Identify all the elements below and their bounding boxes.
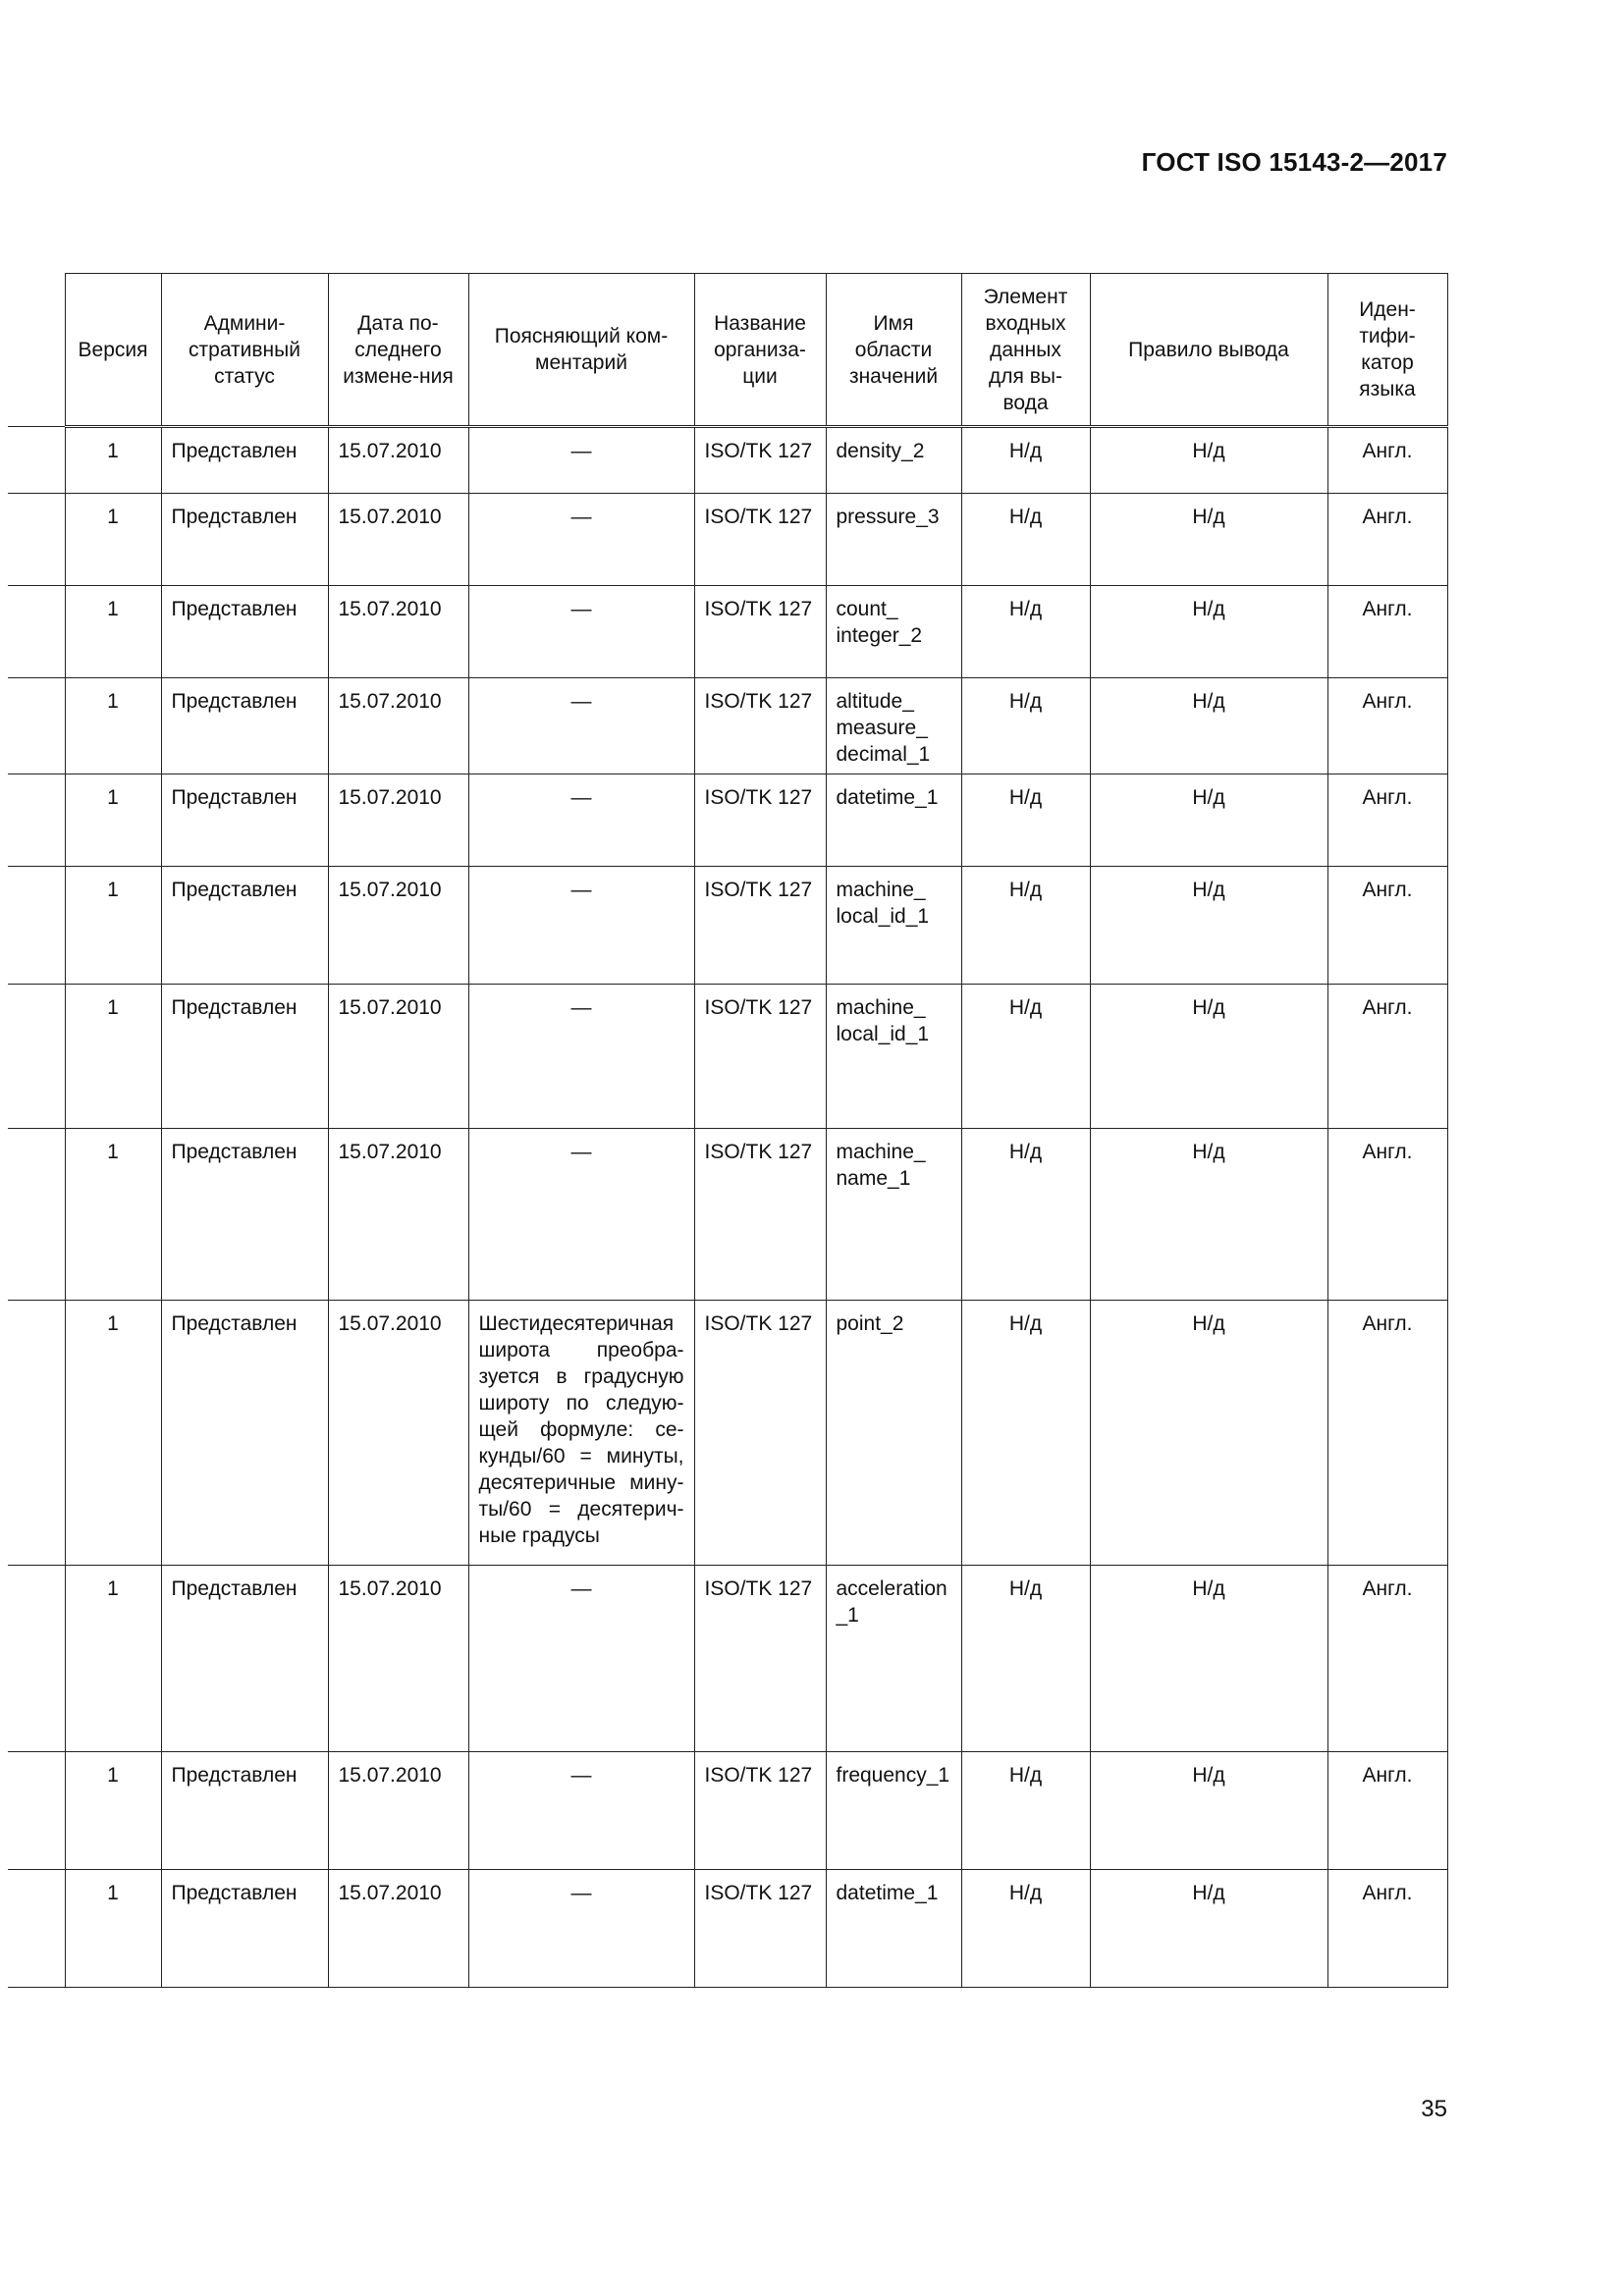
cell-language-id: Англ. <box>1327 1566 1447 1752</box>
cell-version: 1 <box>65 586 161 678</box>
cell-version: 1 <box>65 985 161 1129</box>
cell-organization: ISO/TK 127 <box>694 586 826 678</box>
cell-language-id: Англ. <box>1327 774 1447 867</box>
cell-comment: — <box>468 1752 694 1870</box>
cell-language-id: Англ. <box>1327 427 1447 494</box>
cell-comment: — <box>468 678 694 774</box>
row-spacer <box>8 1301 65 1566</box>
header-value-domain: Имя области значений <box>826 274 961 427</box>
cell-organization: ISO/TK 127 <box>694 427 826 494</box>
standard-code: ГОСТ ISO 15143-2—2017 <box>1141 147 1447 177</box>
cell-version: 1 <box>65 1752 161 1870</box>
cell-last-change-date: 15.07.2010 <box>328 586 468 678</box>
cell-admin-status: Представлен <box>161 985 328 1129</box>
cell-admin-status: Представлен <box>161 774 328 867</box>
cell-derivation-rule: Н/д <box>1090 678 1327 774</box>
table-row <box>8 1301 1447 1566</box>
cell-last-change-date: 15.07.2010 <box>328 1566 468 1752</box>
cell-derivation-input: Н/д <box>961 1129 1090 1301</box>
cell-admin-status: Представлен <box>161 1752 328 1870</box>
cell-value-domain: acceleration _1 <box>826 1566 961 1752</box>
cell-derivation-input: Н/д <box>961 867 1090 985</box>
cell-value-domain: datetime_1 <box>826 774 961 867</box>
cell-comment: — <box>468 427 694 494</box>
cell-organization: ISO/TK 127 <box>694 678 826 774</box>
cell-derivation-input: Н/д <box>961 1566 1090 1752</box>
cell-version: 1 <box>65 1566 161 1752</box>
cell-derivation-rule: Н/д <box>1090 774 1327 867</box>
cell-derivation-rule: Н/д <box>1090 494 1327 586</box>
cell-language-id: Англ. <box>1327 867 1447 985</box>
cell-derivation-rule: Н/д <box>1090 427 1327 494</box>
header-version: Версия <box>65 274 161 427</box>
cell-derivation-rule: Н/д <box>1090 985 1327 1129</box>
cell-version: 1 <box>65 1129 161 1301</box>
cell-comment: — <box>468 586 694 678</box>
cell-last-change-date: 15.07.2010 <box>328 1129 468 1301</box>
cell-admin-status: Представлен <box>161 1301 328 1566</box>
cell-derivation-input: Н/д <box>961 427 1090 494</box>
cell-language-id: Англ. <box>1327 678 1447 774</box>
table-row <box>8 1870 1447 1988</box>
table-row <box>8 1566 1447 1752</box>
header-organization: Название организа-ции <box>694 274 826 427</box>
row-spacer <box>8 1566 65 1752</box>
cell-last-change-date: 15.07.2010 <box>328 985 468 1129</box>
cell-value-domain: altitude_ measure_ decimal_1 <box>826 678 961 774</box>
cell-derivation-rule: Н/д <box>1090 1566 1327 1752</box>
cell-version: 1 <box>65 774 161 867</box>
cell-admin-status: Представлен <box>161 678 328 774</box>
table-header-row <box>8 274 1447 427</box>
cell-version: 1 <box>65 1301 161 1566</box>
table-row <box>8 494 1447 586</box>
cell-last-change-date: 15.07.2010 <box>328 678 468 774</box>
cell-derivation-input: Н/д <box>961 1301 1090 1566</box>
cell-language-id: Англ. <box>1327 586 1447 678</box>
table-body <box>8 427 1447 1988</box>
row-spacer <box>8 774 65 867</box>
table-row <box>8 586 1447 678</box>
cell-organization: ISO/TK 127 <box>694 985 826 1129</box>
cell-admin-status: Представлен <box>161 1566 328 1752</box>
cell-comment: Шестидесятеричная широта преобра-зуется в градусную широту по следую-щей формуле: се-кунды/60 = минуты, десятеричные мину-ты/60 = десятерич-ные градусы <box>468 1301 694 1566</box>
cell-value-domain: pressure_3 <box>826 494 961 586</box>
cell-derivation-rule: Н/д <box>1090 1870 1327 1988</box>
cell-comment: — <box>468 1566 694 1752</box>
row-spacer <box>8 867 65 985</box>
table-row <box>8 1129 1447 1301</box>
cell-language-id: Англ. <box>1327 1129 1447 1301</box>
cell-admin-status: Представлен <box>161 586 328 678</box>
cell-last-change-date: 15.07.2010 <box>328 774 468 867</box>
cell-version: 1 <box>65 494 161 586</box>
cell-admin-status: Представлен <box>161 1870 328 1988</box>
table-row <box>8 985 1447 1129</box>
cell-language-id: Англ. <box>1327 1301 1447 1566</box>
row-spacer <box>8 1752 65 1870</box>
cell-value-domain: frequency_1 <box>826 1752 961 1870</box>
cell-language-id: Англ. <box>1327 1870 1447 1988</box>
table-row <box>8 867 1447 985</box>
cell-comment: — <box>468 494 694 586</box>
cell-value-domain: machine_ local_id_1 <box>826 867 961 985</box>
header-last-change-date: Дата по-следнего измене-ния <box>328 274 468 427</box>
header-derivation-input: Элемент входных данных для вы-вода <box>961 274 1090 427</box>
cell-admin-status: Представлен <box>161 1129 328 1301</box>
cell-last-change-date: 15.07.2010 <box>328 867 468 985</box>
cell-derivation-rule: Н/д <box>1090 1752 1327 1870</box>
cell-language-id: Англ. <box>1327 985 1447 1129</box>
cell-last-change-date: 15.07.2010 <box>328 1870 468 1988</box>
cell-comment: — <box>468 1129 694 1301</box>
cell-language-id: Англ. <box>1327 494 1447 586</box>
header-comment: Поясняющий ком-ментарий <box>468 274 694 427</box>
data-element-table <box>8 273 1448 1988</box>
page-number: 35 <box>1421 2096 1447 2122</box>
row-spacer <box>8 678 65 774</box>
cell-version: 1 <box>65 678 161 774</box>
cell-last-change-date: 15.07.2010 <box>328 427 468 494</box>
table-row <box>8 427 1447 494</box>
cell-language-id: Англ. <box>1327 1752 1447 1870</box>
cell-organization: ISO/TK 127 <box>694 867 826 985</box>
row-spacer <box>8 1870 65 1988</box>
cell-organization: ISO/TK 127 <box>694 1566 826 1752</box>
cell-version: 1 <box>65 867 161 985</box>
cell-admin-status: Представлен <box>161 427 328 494</box>
cell-admin-status: Представлен <box>161 494 328 586</box>
table-row <box>8 1752 1447 1870</box>
row-spacer <box>8 494 65 586</box>
cell-value-domain: count_ integer_2 <box>826 586 961 678</box>
cell-value-domain: machine_ local_id_1 <box>826 985 961 1129</box>
cell-value-domain: machine_ name_1 <box>826 1129 961 1301</box>
cell-version: 1 <box>65 1870 161 1988</box>
cell-version: 1 <box>65 427 161 494</box>
cell-derivation-rule: Н/д <box>1090 586 1327 678</box>
cell-derivation-input: Н/д <box>961 494 1090 586</box>
cell-derivation-input: Н/д <box>961 1870 1090 1988</box>
cell-last-change-date: 15.07.2010 <box>328 1301 468 1566</box>
cell-organization: ISO/TK 127 <box>694 1752 826 1870</box>
row-spacer <box>8 427 65 494</box>
spacer-header <box>8 274 65 427</box>
cell-value-domain: point_2 <box>826 1301 961 1566</box>
cell-last-change-date: 15.07.2010 <box>328 1752 468 1870</box>
header-admin-status: Админи-стративный статус <box>161 274 328 427</box>
header-language-id: Иден-тифи-катор языка <box>1327 274 1447 427</box>
cell-organization: ISO/TK 127 <box>694 1870 826 1988</box>
cell-derivation-input: Н/д <box>961 774 1090 867</box>
cell-organization: ISO/TK 127 <box>694 1129 826 1301</box>
cell-derivation-rule: Н/д <box>1090 1301 1327 1566</box>
row-spacer <box>8 586 65 678</box>
cell-derivation-input: Н/д <box>961 678 1090 774</box>
cell-comment: — <box>468 774 694 867</box>
table-row <box>8 678 1447 774</box>
cell-last-change-date: 15.07.2010 <box>328 494 468 586</box>
cell-comment: — <box>468 985 694 1129</box>
row-spacer <box>8 985 65 1129</box>
cell-derivation-rule: Н/д <box>1090 1129 1327 1301</box>
cell-derivation-input: Н/д <box>961 985 1090 1129</box>
cell-organization: ISO/TK 127 <box>694 774 826 867</box>
cell-organization: ISO/TK 127 <box>694 494 826 586</box>
cell-value-domain: datetime_1 <box>826 1870 961 1988</box>
table-row <box>8 774 1447 867</box>
cell-value-domain: density_2 <box>826 427 961 494</box>
row-spacer <box>8 1129 65 1301</box>
cell-admin-status: Представлен <box>161 867 328 985</box>
cell-organization: ISO/TK 127 <box>694 1301 826 1566</box>
cell-comment: — <box>468 867 694 985</box>
header-derivation-rule: Правило вывода <box>1090 274 1327 427</box>
cell-comment: — <box>468 1870 694 1988</box>
cell-derivation-input: Н/д <box>961 1752 1090 1870</box>
cell-derivation-rule: Н/д <box>1090 867 1327 985</box>
cell-derivation-input: Н/д <box>961 586 1090 678</box>
